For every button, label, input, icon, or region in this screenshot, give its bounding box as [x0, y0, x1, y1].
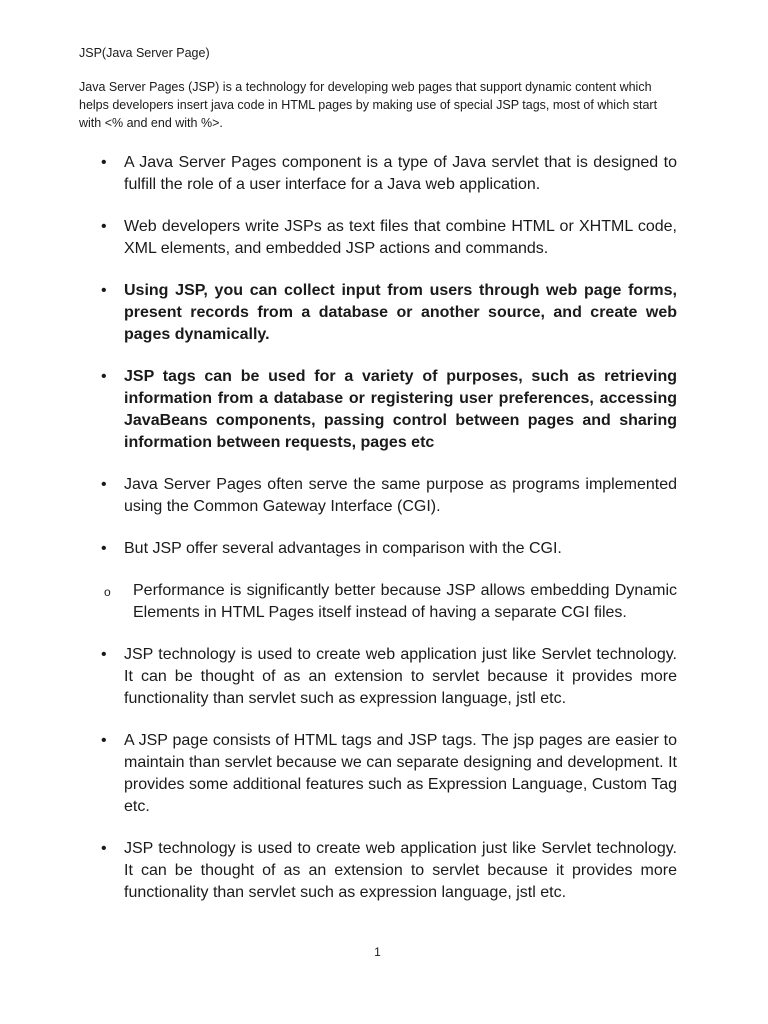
bullet-icon: • [101, 218, 107, 235]
list-item-text: Performance is significantly better because JSP allows embedding Dynamic Elements in HTML Pages itself instead of having a separate CGI files. [133, 582, 677, 621]
list-item-text: Web developers write JSPs as text files that combine HTML or XHTML code, XML elements, and embedded JSP actions and commands. [124, 218, 677, 257]
list-item-text: A Java Server Pages component is a type of Java servlet that is designed to fulfill the role of a user interface for a Java web application. [124, 154, 677, 193]
bullet-icon: • [101, 282, 107, 299]
intro-paragraph: Java Server Pages (JSP) is a technology for developing web pages that support dynamic content which helps developers insert java code in HTML pages by making use of special JSP tags, most of which start with <% and end with %>. [79, 80, 658, 130]
sub-list-item [0, 580, 677, 624]
bullet-list [0, 152, 768, 924]
list-item-text: Using JSP, you can collect input from users through web page forms, present records from a database or another source, and create web pages dynamically. [124, 282, 677, 343]
list-item-text: JSP technology is used to create web application just like Servlet technology. It can be thought of as an extension to servlet because it provides more functionality than servlet such as expression language, jstl etc. [124, 646, 677, 707]
bullet-icon: • [101, 540, 107, 557]
list-item-text: JSP tags can be used for a variety of purposes, such as retrieving information from a database or registering user preferences, accessing JavaBeans components, passing control between pages and sharing information between requests, pages etc [124, 368, 677, 451]
list-item [0, 216, 677, 260]
sub-bullet-icon: o [104, 585, 111, 599]
bullet-icon: • [101, 368, 107, 385]
list-item-text: JSP technology is used to create web application just like Servlet technology. It can be thought of as an extension to servlet because it provides more functionality than servlet such as expression language, jstl etc. [124, 840, 677, 901]
bullet-icon: • [101, 476, 107, 493]
bullet-icon: • [101, 840, 107, 857]
list-item-text: Java Server Pages often serve the same purpose as programs implemented using the Common Gateway Interface (CGI). [124, 476, 677, 515]
bullet-icon: • [101, 154, 107, 171]
list-item [0, 152, 677, 196]
bullet-icon: • [101, 646, 107, 663]
list-item [0, 366, 677, 454]
list-item [0, 474, 677, 518]
list-item [0, 644, 677, 710]
list-item [0, 538, 677, 560]
document-heading: JSP(Java Server Page) [79, 46, 210, 60]
page-number: 1 [374, 945, 381, 959]
list-item-text: But JSP offer several advantages in comparison with the CGI. [124, 540, 562, 557]
bullet-icon: • [101, 732, 107, 749]
list-item-text: A JSP page consists of HTML tags and JSP tags. The jsp pages are easier to maintain than servlet because we can separate designing and development. It provides some additional features such as Expression Language, Custom Tag etc. [124, 732, 677, 815]
list-item [0, 730, 677, 818]
list-item [0, 280, 677, 346]
list-item [0, 838, 677, 904]
